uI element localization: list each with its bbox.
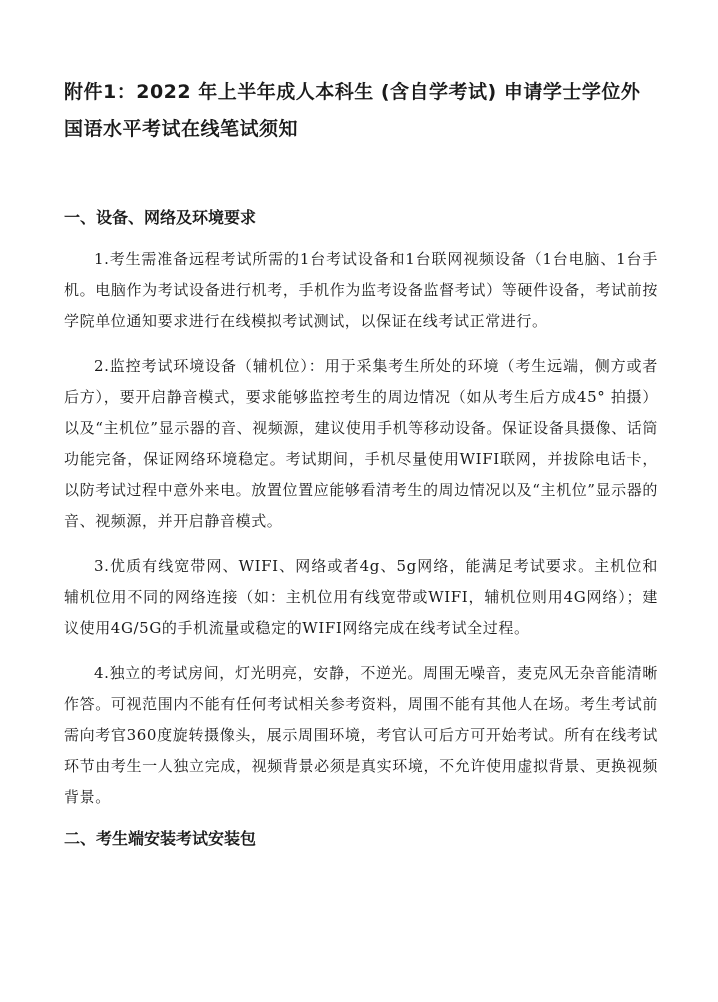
paragraph-network: 3.优质有线宽带网、WIFI、网络或者4g、5g网络，能满足考试要求。主机位和辅机位用不同的网络连接（如：主机位用有线宽带或WIFI，辅机位则用4G网络）；建议使用4G/5G的手机流量或稳定的WIFI网络完成在线考试全过程。 (64, 557, 658, 637)
paragraph-devices: 1.考生需准备远程考试所需的1台考试设备和1台联网视频设备（1台电脑、1台手机。电脑作为考试设备进行机考，手机作为监考设备监督考试）等硬件设备，考试前按学院单位通知要求进行在线模拟考试测试，以保证在线考试正常进行。 (64, 250, 658, 330)
paragraph-exam-room: 4.独立的考试房间，灯光明亮，安静，不逆光。周围无噪音，麦克风无杂音能清晰作答。可视范围内不能有任何考试相关参考资料，周围不能有其他人在场。考生考试前需向考官360度旋转摄像头，展示周围环境，考官认可后方可开始考试。所有在线考试环节由考生一人独立完成，视频背景必须是真实环境，不允许使用虚拟背景、更换视频背景。 (64, 664, 658, 806)
section-heading-install: 二、考生端安装考试安装包 (64, 829, 257, 848)
document-title: 附件1：2022 年上半年成人本科生 (含自学考试) 申请学士学位外国语水平考试在线笔试须知 (64, 81, 641, 140)
paragraph-auxiliary-camera: 2.监控考试环境设备（辅机位）：用于采集考生所处的环境（考生远端，侧方或者后方），要开启静音模式，要求能够监控考生的周边情况（如从考生后方成45° 拍摄）以及“主机位”显示器的音、视频源，建议使用手机等移动设备。保证设备具摄像、话筒功能完备，保证网络环境稳定。考试期间，手机尽量使用WIFI联网，并拔除电话卡，以防考试过程中意外来电。放置位置应能够看清考生的周边情况以及“主机位”显示器的音、视频源，并开启静音模式。 (64, 357, 658, 530)
section-heading-equipment: 一、设备、网络及环境要求 (64, 208, 257, 227)
